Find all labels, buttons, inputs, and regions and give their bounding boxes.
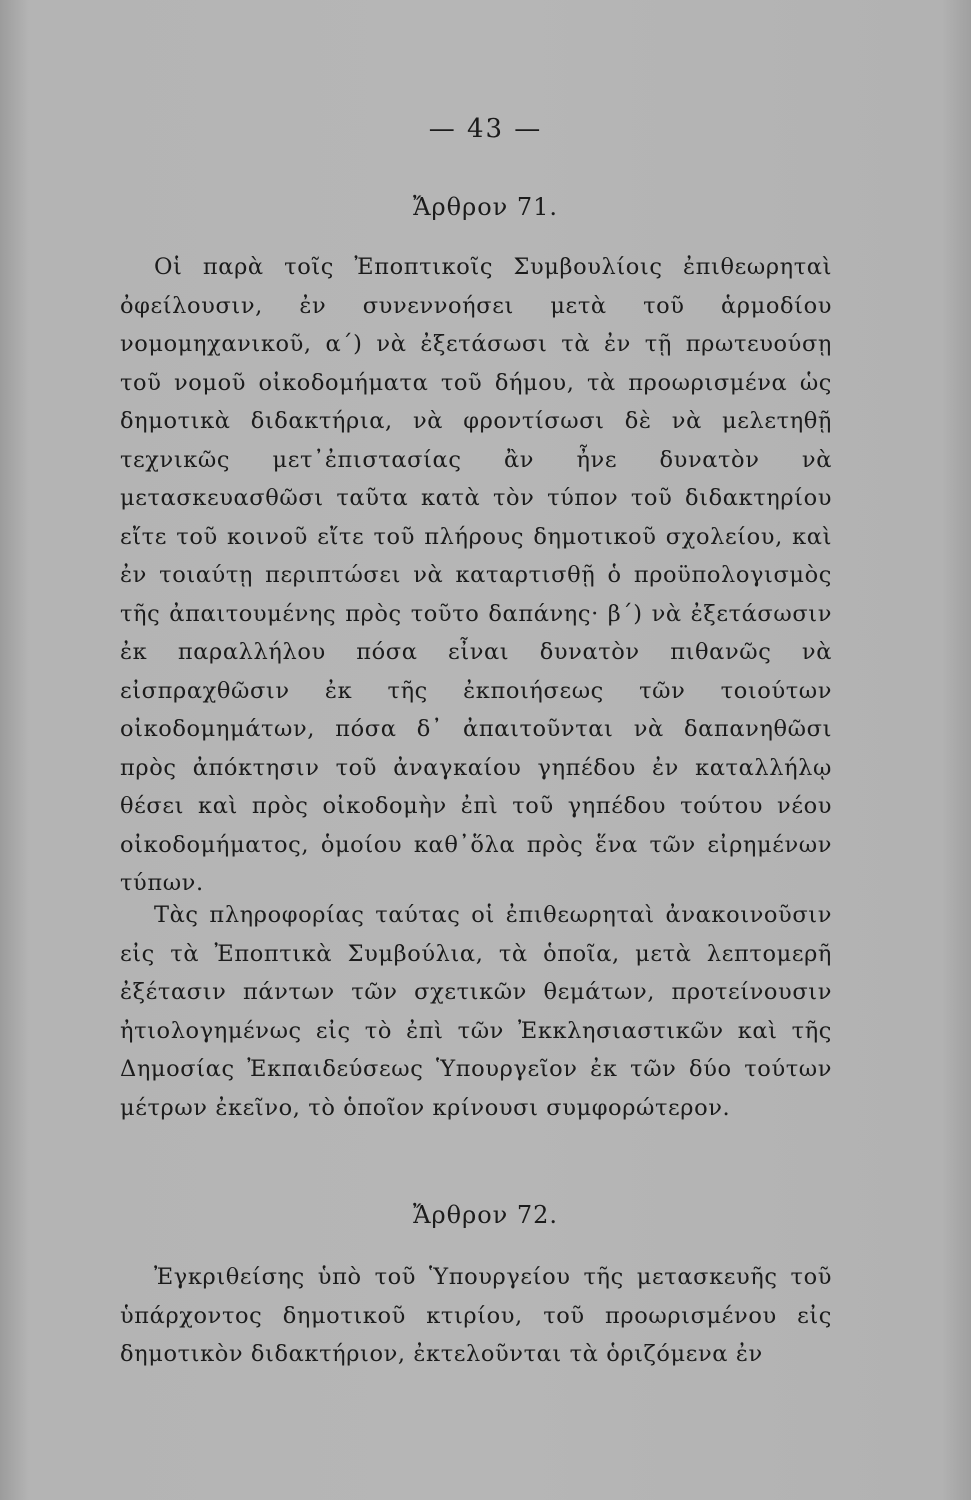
- article-71-paragraph-2: Τὰς πληροφορίας ταύτας οἱ ἐπιθεωρηταὶ ἀνακοινοῦσιν εἰς τὰ Ἐποπτικὰ Συμβούλια, τὰ ὁποῖα, μετὰ λεπτομερῆ ἐξέτασιν πάντων τῶν σχετικῶν θεμάτων, προτείνουσιν ἠτιολογημένως εἰς τὸ ἐπὶ τῶν Ἐκκλησιαστικῶν καὶ τῆς Δημοσίας Ἐκπαιδεύσεως Ὑπουργεῖον ἐκ τῶν δύο τούτων μέτρων ἐκεῖνο, τὸ ὁποῖον κρίνουσι συμφορώτερον.: [120, 902, 832, 1121]
- article-71-paragraph-1: Οἱ παρὰ τοῖς Ἐποπτικοῖς Συμβουλίοις ἐπιθεωρηταὶ ὀφείλουσιν, ἐν συνεννοήσει μετὰ τοῦ ἁρμοδίου νομομηχανικοῦ, α΄) νὰ ἐξετάσωσι τὰ ἐν τῇ πρωτευούσῃ τοῦ νομοῦ οἰκοδομήματα τοῦ δήμου, τὰ προωρισμένα ὡς δημοτικὰ διδακτήρια, νὰ φροντίσωσι δὲ νὰ μελετηθῇ τεχνικῶς μετ᾽ἐπιστασίας ἂν ἦνε δυνατὸν νὰ μετασκευασθῶσι ταῦτα κατὰ τὸν τύπον τοῦ διδακτηρίου εἴτε τοῦ κοινοῦ εἴτε τοῦ πλήρους δημοτικοῦ σχολείου, καὶ ἐν τοιαύτῃ περιπτώσει νὰ καταρτισθῇ ὁ προϋπολογισμὸς τῆς ἀπαιτουμένης πρὸς τοῦτο δαπάνης· β΄) νὰ ἐξετάσωσιν ἐκ παραλλήλου πόσα εἶναι δυνατὸν πιθανῶς νὰ εἰσπραχθῶσιν ἐκ τῆς ἐκποιήσεως τῶν τοιούτων οἰκοδομημάτων, πόσα δ᾽ ἀπαιτοῦνται νὰ δαπανηθῶσι πρὸς ἀπόκτησιν τοῦ ἀναγκαίου γηπέδου ἐν καταλλήλῳ θέσει καὶ πρὸς οἰκοδομὴν ἐπὶ τοῦ γηπέδου τούτου νέου οἰκοδομήματος, ὁμοίου καθ᾽ὅλα πρὸς ἕνα τῶν εἰρημένων τύπων.: [120, 254, 832, 896]
- page-number: — 43 —: [428, 114, 543, 144]
- article-71-heading: Ἄρθρον 71.: [412, 193, 559, 221]
- article-72-paragraph-1: Ἐγκριθείσης ὑπὸ τοῦ Ὑπουργείου τῆς μετασκευῆς τοῦ ὑπάρχοντος δημοτικοῦ κτιρίου, τοῦ προωρισμένου εἰς δημοτικὸν διδακτήριον, ἐκτελοῦνται τὰ ὁριζόμενα ἐν: [120, 1264, 832, 1367]
- article-72-heading: Ἄρθρον 72.: [412, 1201, 559, 1229]
